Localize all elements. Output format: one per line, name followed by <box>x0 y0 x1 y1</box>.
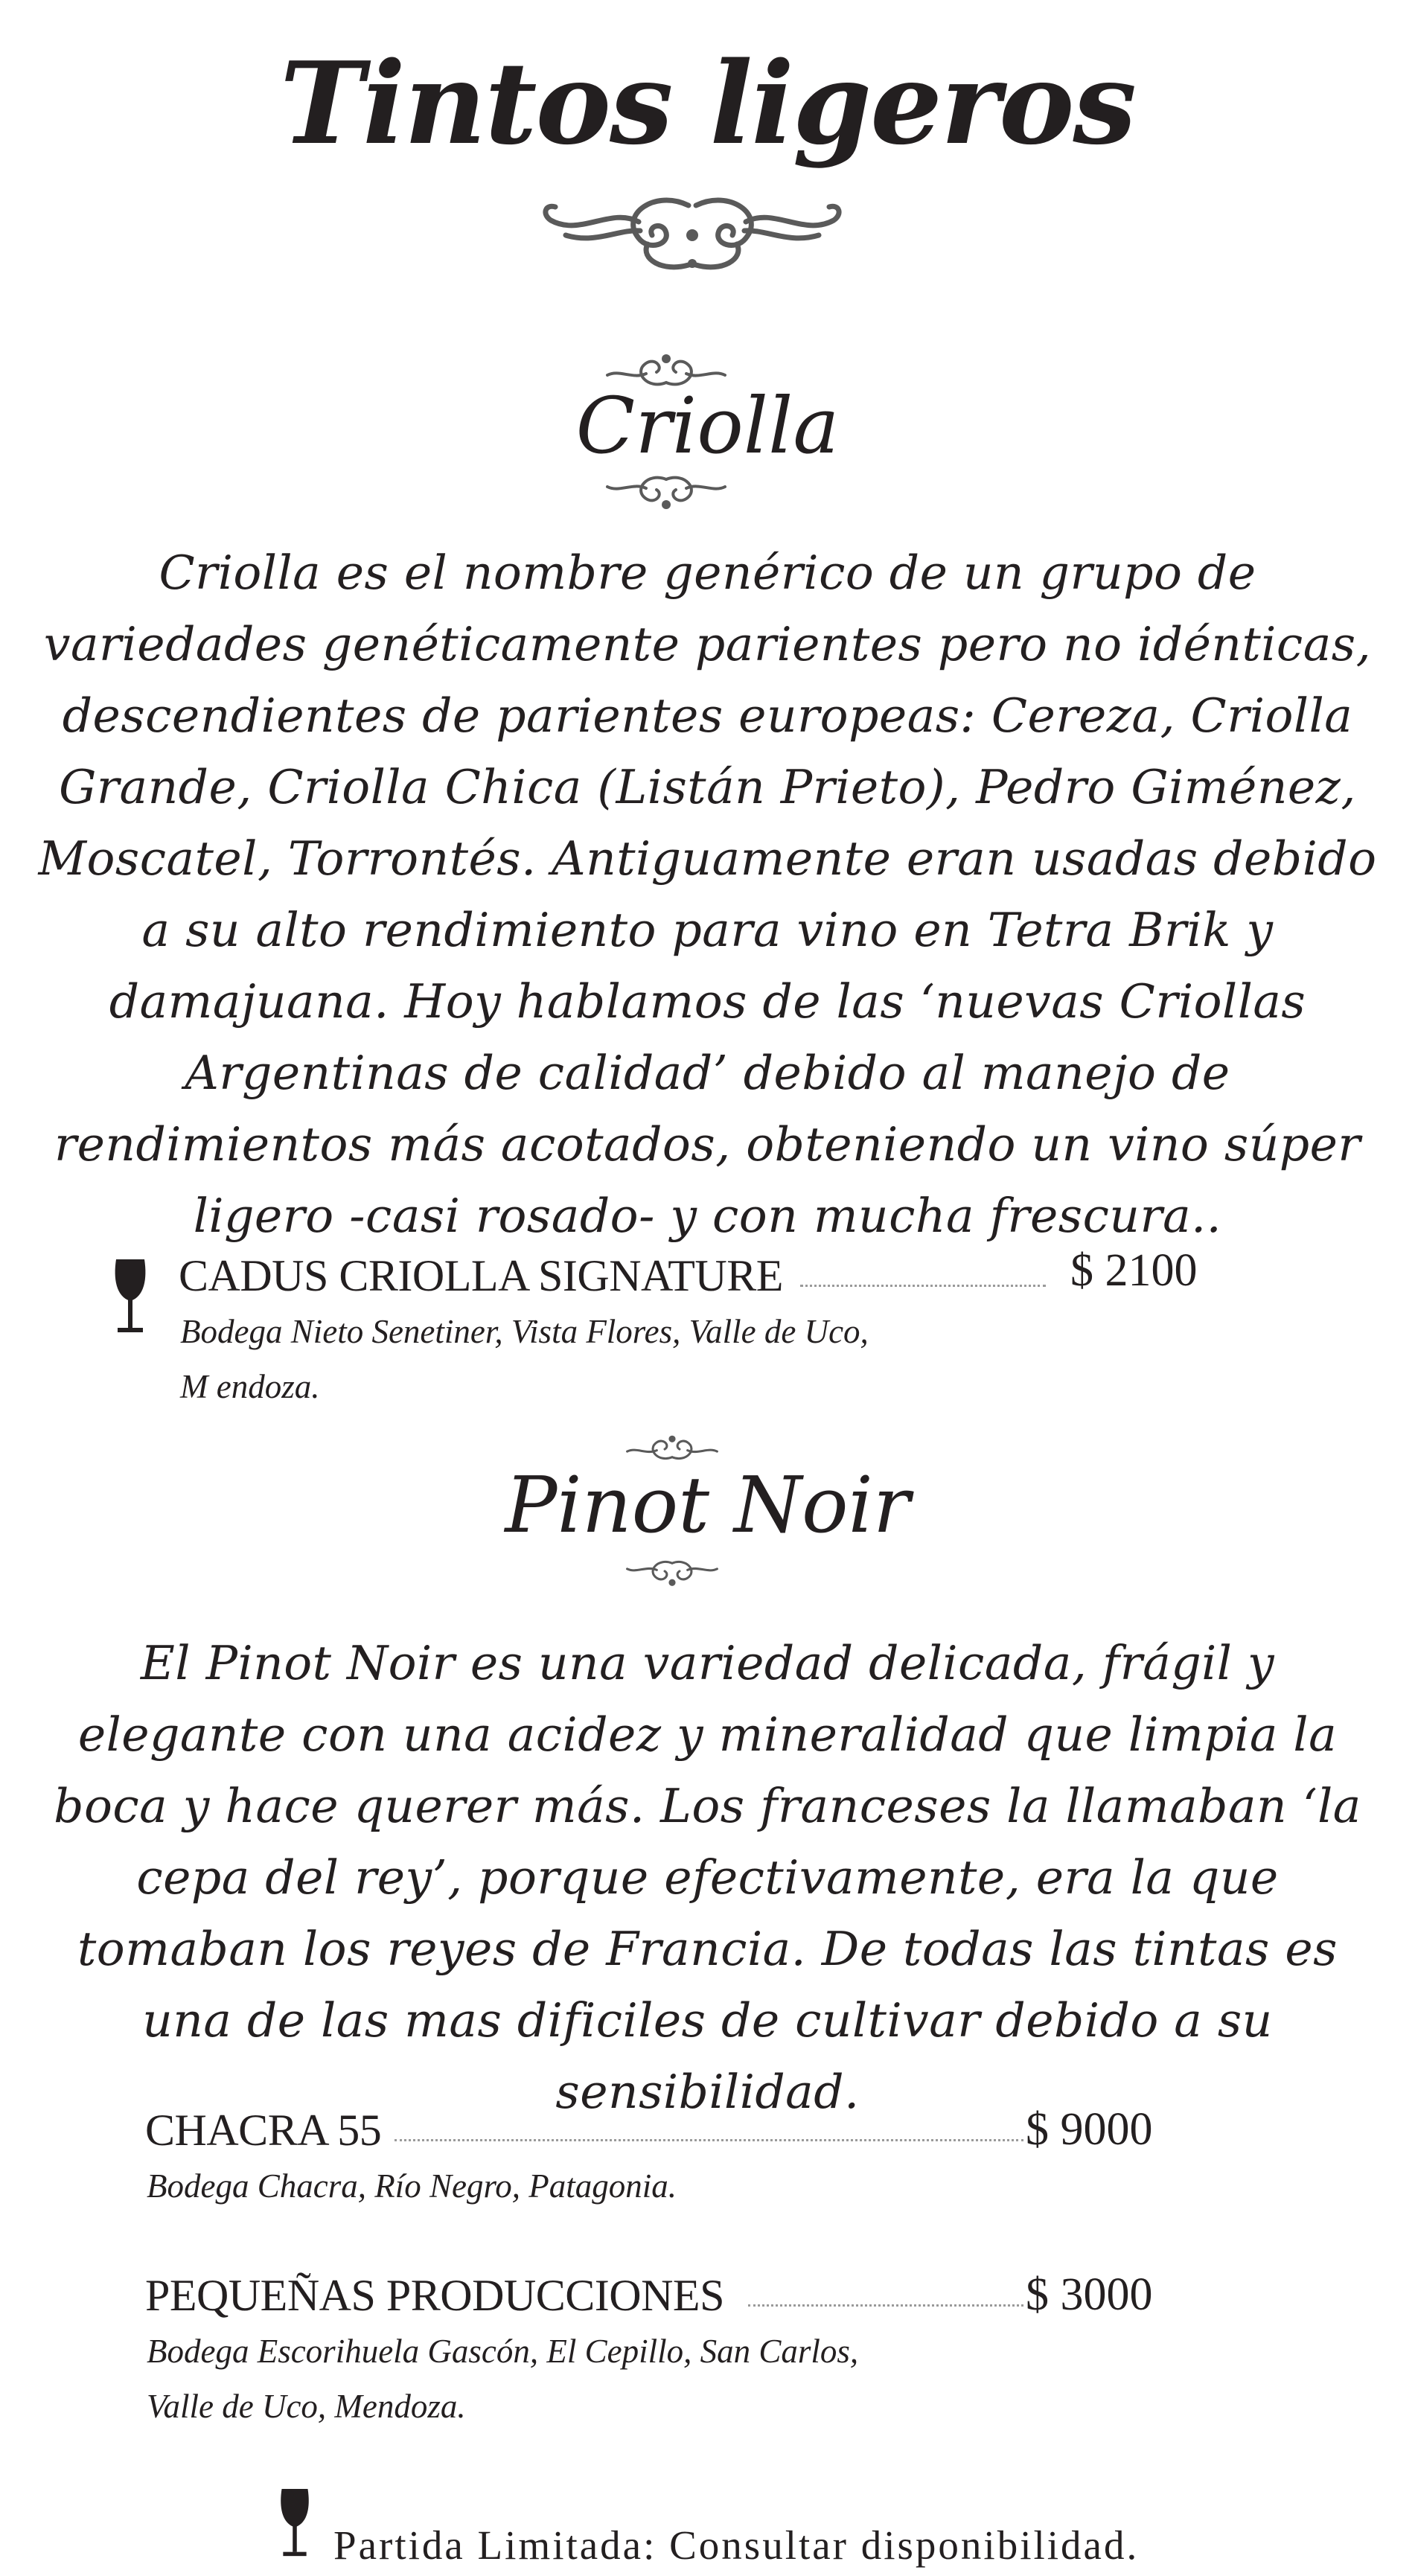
wine-price: $ 2100 <box>1070 1245 1198 1296</box>
wine-name: CHACRA 55 <box>145 2106 382 2155</box>
criolla-bottom-ornament <box>603 473 729 512</box>
section-description-pinot-noir: El Pinot Noir es una variedad delicada, frágil y elegante con una acidez y mineralidad que limpia la boca y hace querer más. Los franceses la llamaban ‘la cepa del rey’, porque efectivamente, era la que tomaban los reyes de Francia. De todas las tintas es una de las mas dificiles de cultivar debido a su sensibilidad. <box>54 1636 1361 2119</box>
price-leader-dots <box>800 1285 1046 1287</box>
wine-price: $ 3000 <box>1026 2269 1153 2320</box>
limited-wine-glass-icon <box>112 1258 149 1338</box>
section-title-pinot-noir: Pinot Noir <box>505 1460 910 1550</box>
title-flourish-ornament <box>536 192 849 278</box>
wine-winery: Bodega Chacra, Río Negro, Patagonia. <box>147 2167 677 2205</box>
wine-winery-line2: Valle de Uco, Mendoza. <box>147 2388 466 2425</box>
wine-winery: Bodega Escorihuela Gascón, El Cepillo, San Carlos, <box>147 2333 859 2370</box>
price-leader-dots <box>395 2139 1023 2141</box>
wine-winery: Bodega Nieto Senetiner, Vista Flores, Valle de Uco, <box>180 1313 869 1350</box>
limited-availability-note: Partida Limitada: Consultar disponibilidad. <box>333 2522 1140 2568</box>
price-leader-dots <box>748 2304 1023 2307</box>
wine-name: CADUS CRIOLLA SIGNATURE <box>179 1251 783 1300</box>
wine-winery-line2: M endoza. <box>180 1368 320 1405</box>
wine-glass-icon <box>278 2486 312 2563</box>
wine-name: PEQUEÑAS PRODUCCIONES <box>145 2271 724 2320</box>
wine-price: $ 9000 <box>1026 2104 1153 2155</box>
section-title-criolla: Criolla <box>575 380 840 471</box>
section-description-criolla: Criolla es el nombre genérico de un grupo de variedades genéticamente parientes pero no idénticas, descendientes de parientes europeas: Cereza, Criolla Grande, Criolla Chica (Listán Prieto), Pedro Giménez, Moscatel, Torrontés. Antiguamente eran usadas debido a su alto rendimiento para vino en Tetra Brik y damajuana. Hoy hablamos de las ‘nuevas Criollas Argentinas de calidad’ debido al manejo de rendimientos más acotados, obteniendo un vino súper ligero -casi rosado- y con mucha frescura.. <box>38 546 1377 1243</box>
pinot-bottom-ornament <box>624 1556 721 1591</box>
page-title: Tintos ligeros <box>280 36 1135 170</box>
